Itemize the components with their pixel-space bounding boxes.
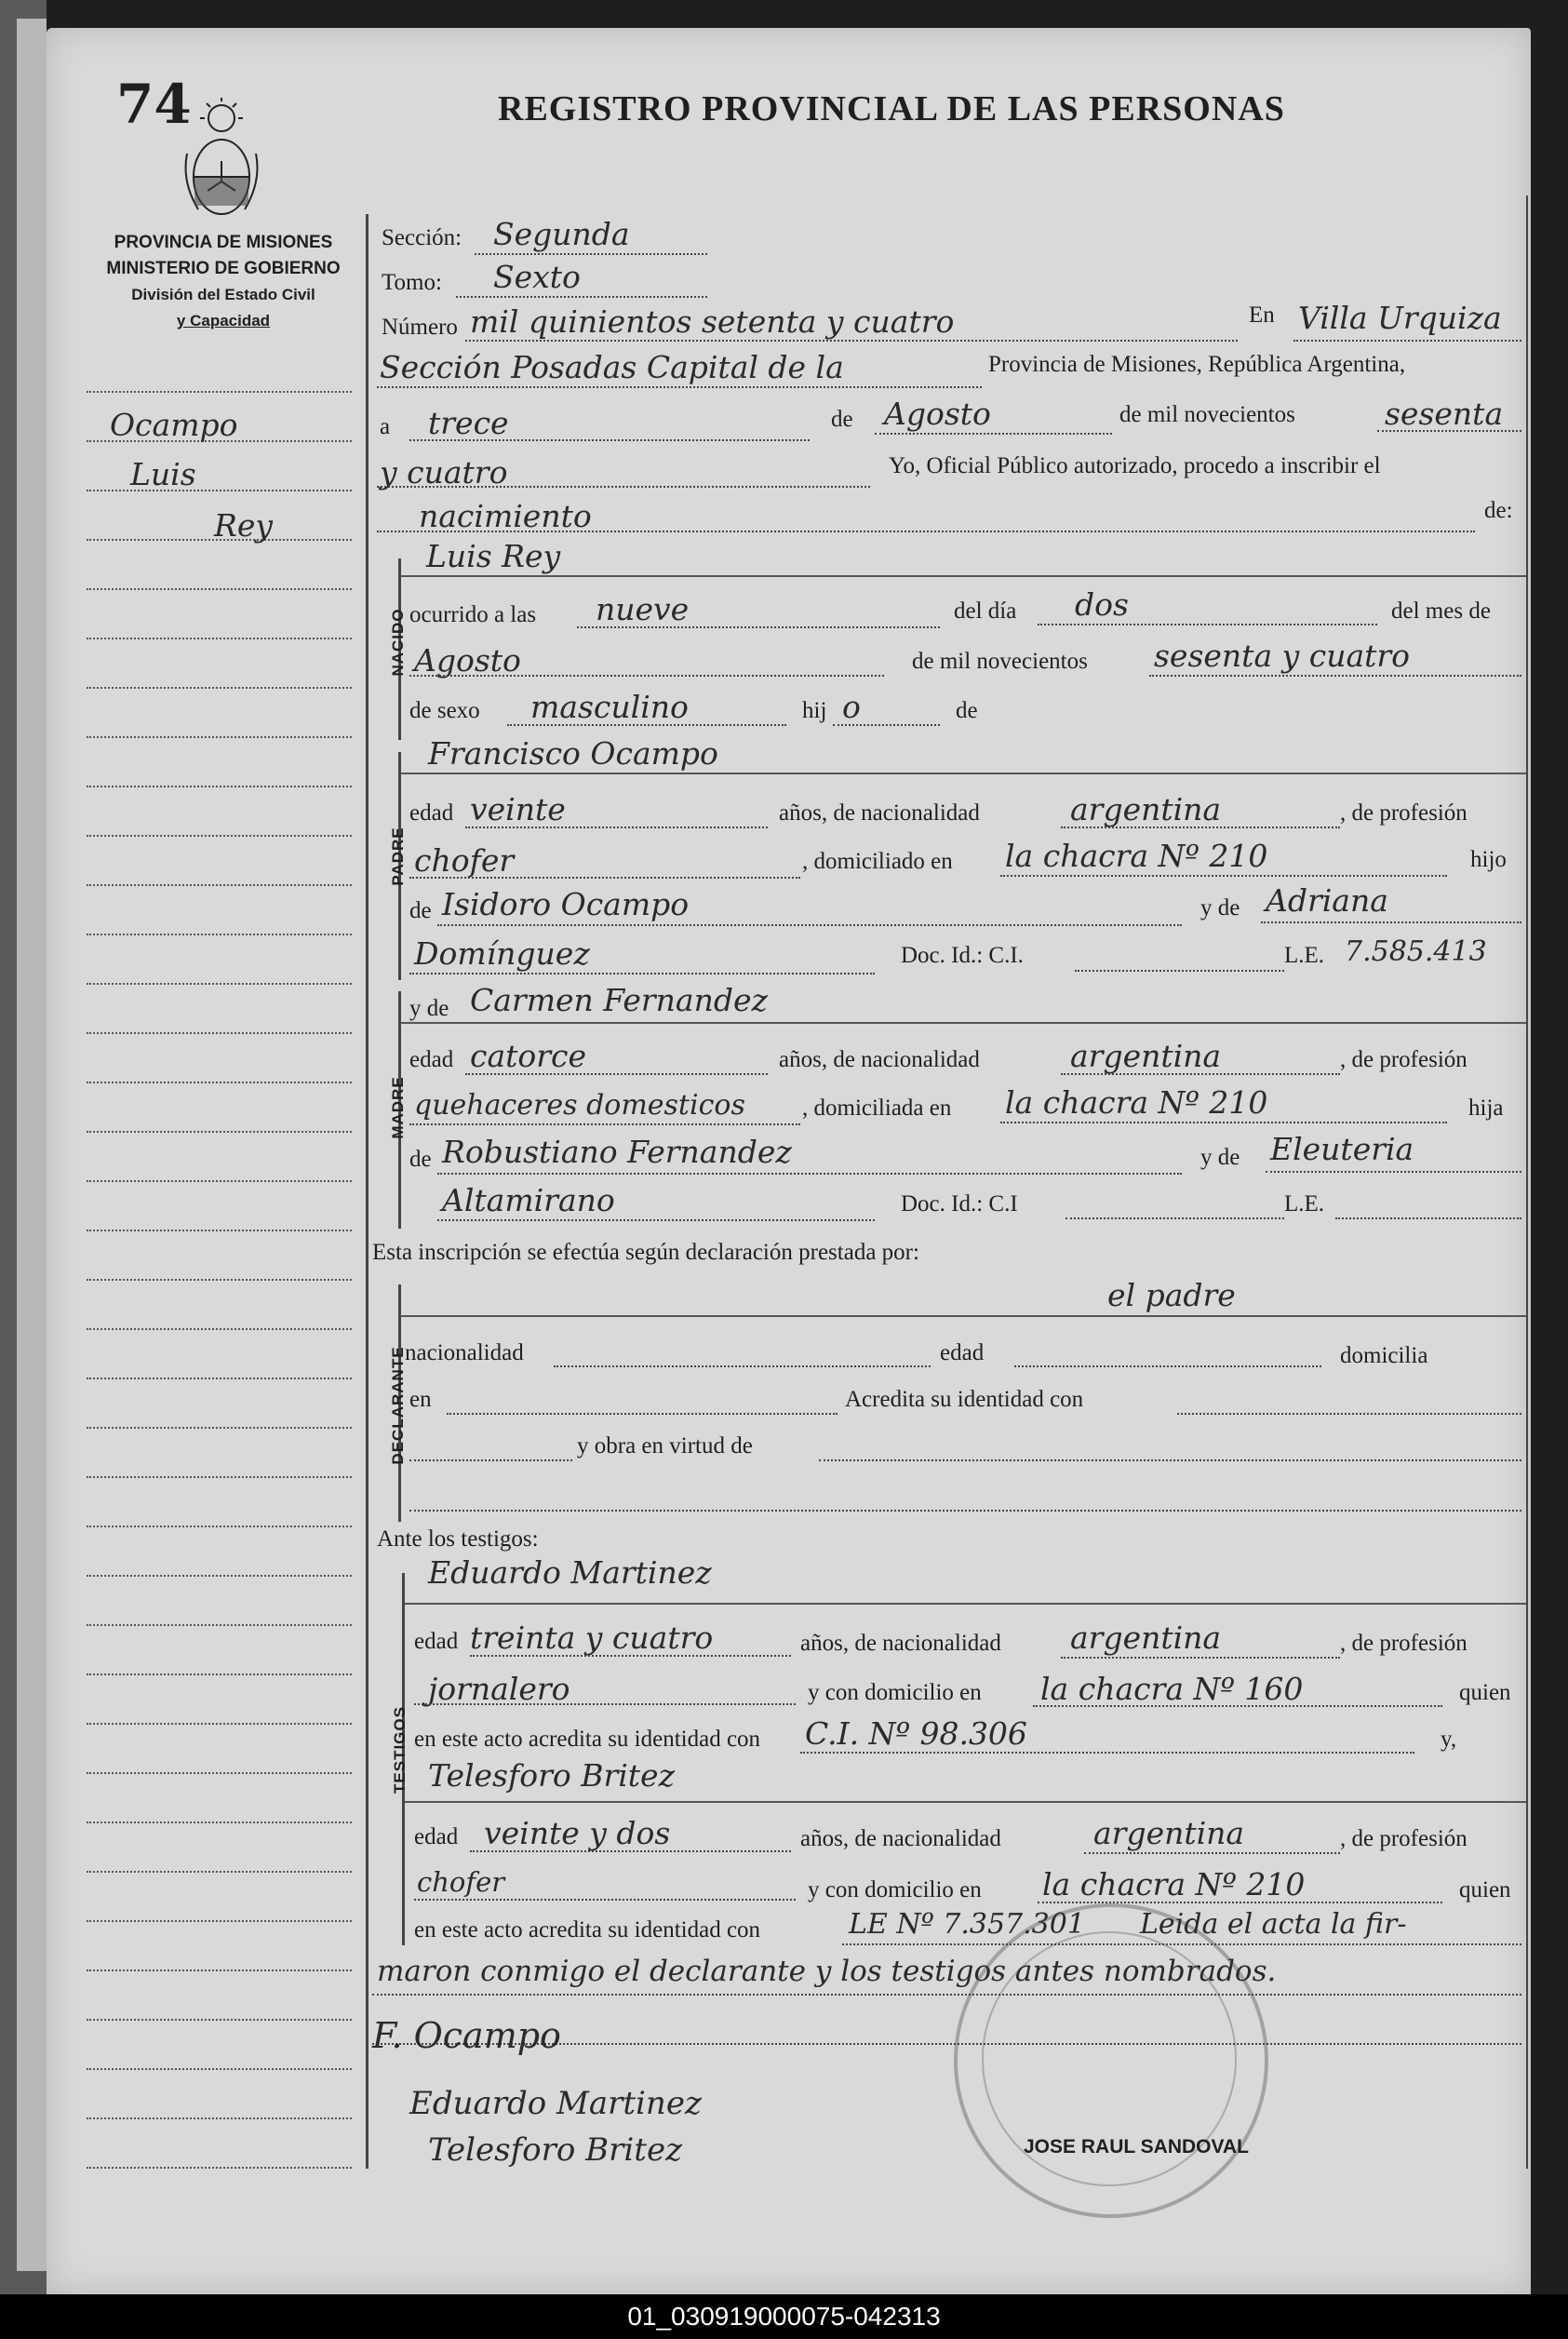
rule [400,575,1526,577]
t2-nac-label: años, de nacionalidad [800,1826,1001,1851]
margin-guide-line [87,1131,352,1133]
dotline [414,1899,796,1901]
anio-nacimiento-label: de mil novecientos [912,649,1088,674]
dotline [1335,1217,1521,1219]
madre-doc-label: Doc. Id.: C.I [901,1191,1018,1217]
dotline [437,924,1182,926]
signature-declarante: F. Ocampo [372,2015,561,2056]
margin-guide-line [87,687,352,689]
margin-guide-line [87,1624,352,1626]
signature-testigo-2: Telesforo Britez [428,2131,682,2169]
margin-guide-line [87,1575,352,1577]
dotline [465,827,768,828]
hija-label: hija [1468,1096,1504,1121]
madre-side-label: MADRE [389,1076,407,1139]
rule [405,1801,1526,1803]
madre-y-de-label: y de [409,996,449,1021]
t1-y: y, [1441,1727,1457,1752]
abuelo-paterno: Isidoro Ocampo [442,886,690,922]
declarante-en-label: en [409,1387,432,1412]
dotline [437,1219,875,1221]
margin-guide-line [87,1920,352,1922]
margin-guide-line [87,1821,352,1823]
mes-inscripcion-value: Agosto [884,396,991,432]
declarante-dom-label: domicilia [1340,1343,1428,1368]
numero-value: mil quinientos setenta y cuatro [470,303,955,340]
abuela-paterna-2: Domínguez [414,935,590,972]
madre-edad-label: edad [409,1047,454,1072]
margin-guide-line [87,1279,352,1281]
margin-guide-line [87,490,352,491]
t2-quien: quien [1459,1877,1511,1902]
padre-side-label: PADRE [389,827,407,886]
margin-guide-line [87,1476,352,1478]
padre-y-de-label: y de [1200,895,1240,921]
dotline [1014,1365,1321,1367]
abuelo-materno: Robustiano Fernandez [442,1134,792,1170]
dotline [1061,827,1340,828]
padre-de-label: de [409,898,432,923]
margin-guide-line [87,638,352,639]
dotline [475,253,707,255]
margin-surname: Ocampo [110,407,238,443]
coat-of-arms-icon [180,98,263,228]
dotline [577,626,940,628]
sexo-label: de sexo [409,698,480,723]
dotline [470,1850,791,1852]
margin-guide-line [87,1674,352,1675]
hora-value: nueve [596,591,690,627]
dotline [800,1752,1414,1754]
t1-edad-label: edad [414,1629,459,1654]
anio-value-1: sesenta [1385,396,1504,432]
a-label: a [380,414,391,439]
margin-guide-line [87,1871,352,1873]
dotline [456,296,707,298]
margin-guide-line [87,2019,352,2021]
t2-prof-value: chofer [417,1866,505,1898]
madre-de-label: de [409,1147,432,1172]
t2-dom-value: la chacra Nº 210 [1042,1866,1306,1902]
dotline [409,877,800,879]
margin-guide-line [87,983,352,985]
dotline [414,1703,796,1705]
dotline [447,1413,838,1415]
madre-nac-label: años, de nacionalidad [779,1047,980,1072]
leida-text: Leida el acta la fir- [1140,1908,1407,1941]
margin-guide-line [87,1526,352,1527]
margin-guide-line [87,1328,352,1330]
hijo-label: hijo [1470,847,1507,872]
margin-guide-line [87,1378,352,1379]
t1-acredita-value: C.I. Nº 98.306 [805,1715,1027,1752]
seccion-capital: Sección Posadas Capital de la [380,349,844,385]
hij-de-label: de [956,698,978,723]
testigo1-nombre: Eduardo Martinez [428,1554,712,1591]
dotline [409,1459,572,1461]
dotline [1177,1413,1521,1415]
t2-nac-value: argentina [1093,1815,1245,1851]
column-divider [366,214,369,2169]
margin-guide-line [87,1082,352,1083]
testigos-side-label: TESTIGOS [391,1706,409,1794]
tomo-label: Tomo: [382,270,442,295]
declarante-side-label: DECLARANTE [389,1346,407,1465]
padre-dom-value: la chacra Nº 210 [1005,838,1268,874]
margin-guide-line [87,588,352,590]
declarante-edad-label: edad [940,1340,985,1365]
declaracion-intro: Esta inscripción se efectúa según declaración prestada por: [372,1240,919,1265]
anio-nacimiento-value: sesenta y cuatro [1154,638,1411,674]
sidebar-header [88,230,358,334]
dotline [409,439,810,441]
dotline [1293,340,1521,342]
margin-guide-line [87,1969,352,1971]
t2-acredita-value: LE Nº 7.357.301 [849,1908,1085,1941]
declarante-value: el padre [1107,1277,1236,1313]
sexo-value: masculino [530,689,689,725]
del-mes-label: del mes de [1391,598,1491,624]
abuela-paterna: Adriana [1266,882,1388,919]
margin-guide-line [87,2068,352,2070]
tomo-value: Sexto [493,259,581,295]
seccion-label: Sección: [382,225,462,250]
cierre-text: maron conmigo el declarante y los testigos antes nombrados. [377,1955,1277,1988]
margin-name-2: Rey [214,507,274,544]
provincia-text: Provincia de Misiones, República Argentina, [988,352,1406,377]
dotline [1000,875,1447,877]
seccion-value: Segunda [493,216,630,252]
dia-nacimiento-value: dos [1075,586,1129,623]
dotline [1061,1073,1340,1075]
margin-guide-line [87,2117,352,2119]
dotline [1075,970,1284,972]
en-label: En [1249,302,1275,328]
madre-prof-label: , de profesión [1340,1047,1467,1072]
testigos-intro: Ante los testigos: [377,1526,539,1552]
dotline [377,386,982,388]
padre-prof-label: , de profesión [1340,800,1467,826]
t1-nac-label: años, de nacionalidad [800,1631,1001,1656]
dotline [1377,430,1521,432]
division-name-2: y Capacidad [176,312,271,329]
padre-le-label: L.E. [1284,943,1325,968]
margin-guide-line [87,1723,352,1725]
dotline [1065,1217,1284,1219]
dotline [554,1365,931,1367]
dotline [409,973,875,975]
ocurrido-label: ocurrido a las [409,602,537,627]
margin-guide-line [87,835,352,837]
declarante-nac-label: nacionalidad [405,1340,524,1365]
t2-edad-label: edad [414,1824,459,1849]
rule [400,1315,1526,1317]
t1-prof-label: , de profesión [1340,1631,1467,1656]
dotline [409,675,884,677]
padre-doc-label: Doc. Id.: C.I. [901,943,1024,968]
t1-acredita-label: en este acto acredita su identidad con [414,1727,761,1752]
page-title: REGISTRO PROVINCIAL DE LAS PERSONAS [498,89,1285,128]
numero-label: Número [382,315,458,340]
dotline [819,1459,1521,1461]
margin-guide-line [87,1772,352,1774]
madre-dom-label: , domiciliada en [802,1096,952,1121]
abuela-materna-2: Altamirano [442,1182,615,1218]
abuela-materna: Eleuteria [1270,1131,1414,1167]
province-name: PROVINCIA DE MISIONES [114,233,333,252]
de-label: de [831,407,853,432]
t2-dom-label: y con domicilio en [808,1877,982,1902]
madre-y-de2-label: y de [1200,1145,1240,1170]
dia-inscripcion-value: trece [428,405,509,441]
dotline [1033,1705,1442,1707]
acredita-label: Acredita su identidad con [845,1387,1084,1412]
margin-name: Luis [130,456,196,492]
madre-dom-value: la chacra Nº 210 [1005,1084,1268,1121]
dotline [437,1173,1182,1175]
margin-guide-line [87,391,352,393]
padre-le-value: 7.585.413 [1345,935,1487,968]
margin-guide-line [87,786,352,787]
madre-nombre: Carmen Fernandez [470,982,768,1018]
padre-nombre: Francisco Ocampo [428,735,718,772]
nacido-side-label: NACIDO [389,608,407,677]
margin-guide-line [87,1032,352,1034]
margin-guide-line [87,934,352,935]
t1-nac-value: argentina [1070,1620,1222,1656]
signature-testigo-1: Eduardo Martinez [409,2085,702,2122]
t1-dom-value: la chacra Nº 160 [1040,1671,1304,1707]
dotline [1000,1122,1447,1123]
dotline [377,486,870,488]
anio-value-2: y cuatro [380,454,508,491]
de-colon: de: [1484,498,1513,523]
dotline [465,1073,768,1075]
page-number: 74 [116,73,192,136]
margin-guide-line [87,736,352,738]
acto-value: nacimiento [419,498,592,534]
mes-nacimiento-value: Agosto [414,642,521,679]
dotline [409,1510,1521,1512]
right-border [1526,195,1528,2169]
dotline [1038,624,1377,625]
dotline [470,1655,791,1657]
t2-prof-label: , de profesión [1340,1826,1467,1851]
margin-guide-line [87,1427,352,1429]
padre-edad-label: edad [409,800,454,826]
madre-nac-value: argentina [1070,1038,1222,1074]
ministry-name: MINISTERIO DE GOBIERNO [106,259,341,278]
madre-le-label: L.E. [1284,1191,1325,1217]
t2-edad-value: veinte y dos [484,1815,671,1851]
en-value: Villa Urquiza [1298,300,1502,336]
dotline [1084,1852,1340,1854]
padre-dom-label: , domiciliado en [802,849,953,874]
t2-acredita-label: en este acto acredita su identidad con [414,1917,761,1942]
dotline [1266,1171,1521,1173]
dotline [1149,675,1521,677]
binding-edge [0,0,47,2294]
dotline [507,724,786,726]
anio-label: de mil novecientos [1119,402,1295,427]
dotline [1261,921,1521,923]
padre-nac-label: años, de nacionalidad [779,800,980,826]
madre-edad-value: catorce [470,1038,587,1074]
margin-guide-line [87,2167,352,2169]
margin-guide-line [87,884,352,886]
padre-edad-value: veinte [470,791,566,827]
padre-nac-value: argentina [1070,791,1222,827]
dotline [1061,1657,1340,1659]
obra-label: y obra en virtud de [577,1433,753,1459]
dotline [409,1123,800,1125]
dotline [372,1994,1521,1996]
dotline [465,340,1238,342]
madre-prof-value: quehaceres domesticos [414,1089,745,1122]
t1-edad-value: treinta y cuatro [470,1620,714,1656]
hij-label: hij [802,698,827,723]
division-name: División del Estado Civil [131,286,315,303]
dotline [833,724,940,726]
image-id-footer: 01_030919000075-042313 [0,2294,1568,2339]
t1-quien: quien [1459,1680,1511,1705]
dotline [875,433,1112,435]
t1-prof-value: jornalero [428,1671,570,1707]
nacido-nombre: Luis Rey [426,538,561,574]
testigo2-nombre: Telesforo Britez [428,1757,675,1794]
hij-value: o [842,689,861,725]
margin-guide-line [87,1180,352,1182]
rule [405,1603,1526,1605]
del-dia-label: del día [954,598,1017,624]
oficial-name: JOSE RAUL SANDOVAL [1024,2136,1249,2158]
dotline [377,531,1475,532]
rule [400,1022,1526,1024]
padre-prof-value: chofer [414,842,515,879]
margin-guide-line [87,1230,352,1231]
oficial-text: Yo, Oficial Público autorizado, procedo a inscribir el [889,453,1381,478]
t1-dom-label: y con domicilio en [808,1680,982,1705]
rule [400,773,1526,774]
